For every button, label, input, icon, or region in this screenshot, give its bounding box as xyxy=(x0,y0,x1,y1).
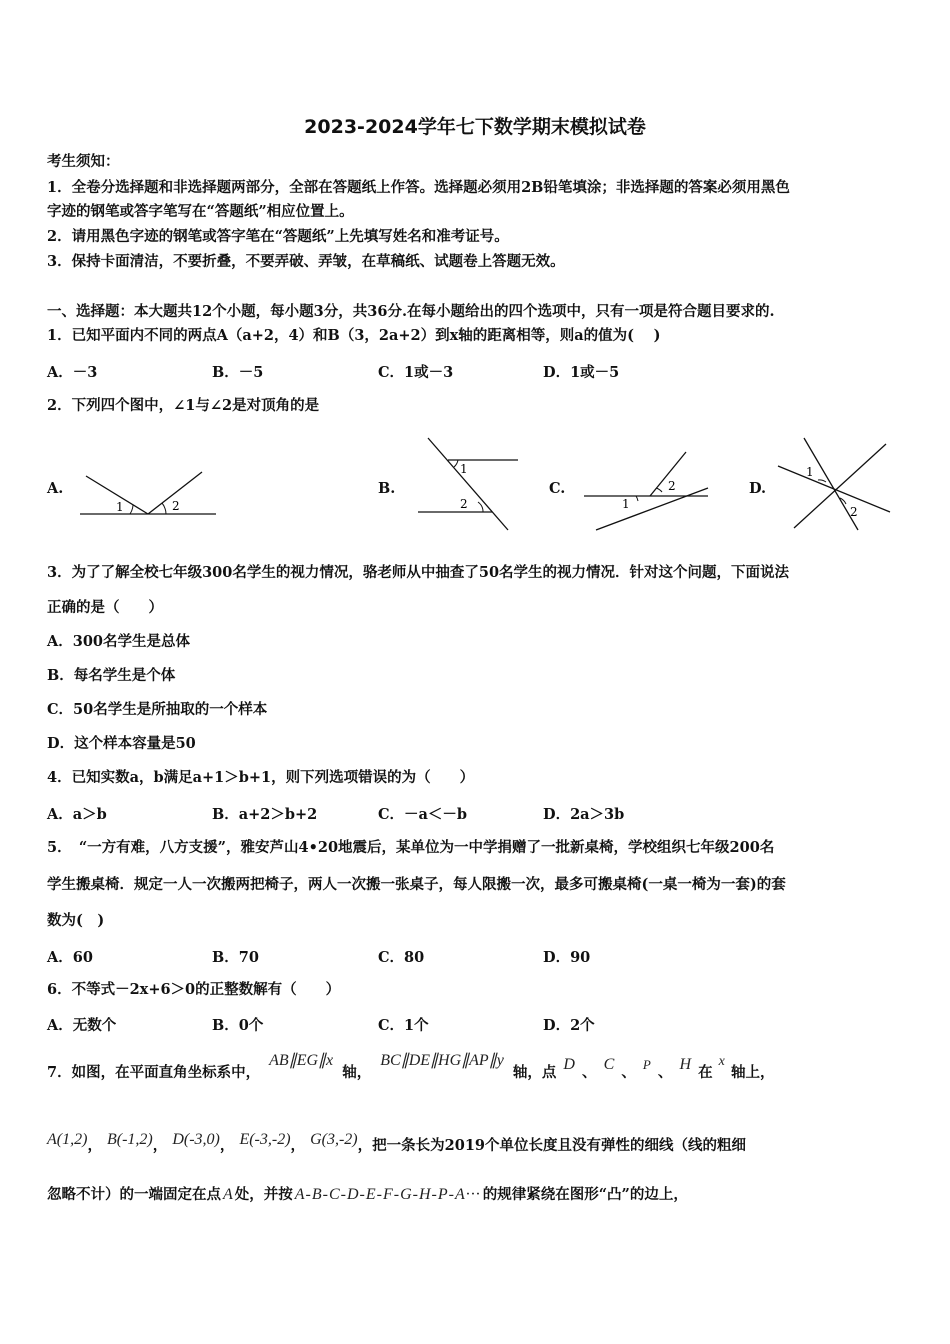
q7-text-4: 、 xyxy=(582,1064,597,1081)
q7-math-parallel-x: AB∥EG∥x xyxy=(269,1052,334,1069)
q7-coord-a: A(1,2) xyxy=(47,1131,88,1148)
q7-point-c: C xyxy=(603,1056,615,1073)
q2d-angle-2: 2 xyxy=(850,505,858,519)
q7-text-l3a: 忽略不计）的一端固定在点 xyxy=(47,1186,221,1203)
q2-figure-a xyxy=(78,468,220,522)
q7-coord-d: D(-3,0) xyxy=(172,1131,220,1148)
q7-comma: ， xyxy=(87,1137,102,1154)
q7-path: A-B-C-D-E-F-G-H-P-A··· xyxy=(294,1186,481,1203)
q7-text-tail-1: ，把一条长为2019个单位长度且没有弹性的细线（线的粗细 xyxy=(357,1137,746,1154)
q7-point-h: H xyxy=(679,1056,692,1073)
q2-label-c: C. xyxy=(549,480,566,497)
q5-option-d: D．90 xyxy=(543,949,591,966)
q7-text-8: 轴上， xyxy=(730,1064,775,1081)
q7-point-p: P xyxy=(642,1057,651,1072)
q7-math-parallel-y: BC∥DE∥HG∥AP∥y xyxy=(380,1052,504,1069)
q7-text-l3b: 处，并按 xyxy=(234,1186,293,1203)
q5-stem-line-2: 学生搬桌椅．规定一人一次搬两把椅子，两人一次搬一张桌子，每人限搬一次，最多可搬桌椅(一桌一椅为一套)的套 xyxy=(47,876,786,893)
q5-stem-line-1: 5． “一方有难，八方支援”，雅安芦山4•20地震后，某单位为一中学捐赠了一批新桌椅，学校组织七年级200名 xyxy=(47,839,775,856)
q7-text-6: 、 xyxy=(657,1064,673,1081)
q3-stem-line-2: 正确的是（ ） xyxy=(47,599,163,616)
q1-stem: 1．已知平面内不同的两点A（a+2，4）和B（3，2a+2）到x轴的距离相等，则a的值为( ) xyxy=(47,327,661,344)
q2a-angle-2: 2 xyxy=(172,499,180,513)
q7-text-1: 7．如图，在平面直角坐标系中， xyxy=(47,1064,261,1081)
q7-comma: ， xyxy=(219,1137,235,1154)
q6-option-d: D．2个 xyxy=(543,1017,595,1034)
q2b-angle-2: 2 xyxy=(460,497,468,511)
q3-option-b: B．每名学生是个体 xyxy=(47,667,176,684)
q6-option-c: C．1个 xyxy=(378,1017,429,1034)
notice-line-4: 3．保持卡面清洁，不要折叠，不要弄破、弄皱，在草稿纸、试题卷上答题无效。 xyxy=(47,253,565,270)
q7-text-5: 、 xyxy=(621,1064,636,1081)
q7-comma: ， xyxy=(152,1137,168,1154)
q2a-angle-1: 1 xyxy=(116,500,124,514)
q4-option-d: D．2a＞3b xyxy=(543,806,625,823)
q7-text-3: 轴，点 xyxy=(512,1064,557,1081)
q4-option-c: C．－a＜－b xyxy=(378,806,468,823)
q3-stem-line-1: 3．为了了解全校七年级300名学生的视力情况，骆老师从中抽查了50名学生的视力情况．针对这个问题，下面说法 xyxy=(47,564,790,581)
q1-option-d: D．1或－5 xyxy=(543,364,620,381)
q4-option-a: A．a＞b xyxy=(47,806,107,823)
q4-option-b: B．a+2＞b+2 xyxy=(212,806,318,823)
notice-heading: 考生须知： xyxy=(47,153,120,170)
q7-line-1 xyxy=(47,1052,775,1084)
notice-line-2: 字迹的钢笔或答字笔写在“答题纸”相应位置上。 xyxy=(47,203,354,220)
q2-figure-d xyxy=(776,436,894,532)
q5-stem-line-3: 数为( ) xyxy=(47,912,105,929)
q2-figure-b xyxy=(414,436,520,532)
q5-option-c: C．80 xyxy=(378,949,425,966)
q2d-angle-1: 1 xyxy=(806,465,814,479)
q4-stem: 4．已知实数a，b满足a+1＞b+1，则下列选项错误的为（ ） xyxy=(47,769,475,786)
q7-line-3 xyxy=(47,1185,688,1205)
notice-line-3: 2．请用黑色字迹的钢笔或答字笔在“答题纸”上先填写姓名和准考证号。 xyxy=(47,228,509,245)
q2-figure-c xyxy=(580,446,712,532)
section-heading: 一、选择题：本大题共12个小题，每小题3分，共36分.在每小题给出的四个选项中，只有一项是符合题目要求的. xyxy=(47,303,775,320)
q6-stem: 6．不等式－2x+6＞0的正整数解有（ ） xyxy=(47,981,341,998)
q7-line-2 xyxy=(47,1131,746,1156)
q3-option-a: A．300名学生是总体 xyxy=(47,633,191,650)
q7-coord-e: E(-3,-2) xyxy=(239,1131,291,1148)
q7-comma: ， xyxy=(290,1137,306,1154)
q1-option-b: B．－5 xyxy=(212,364,264,381)
q5-option-b: B．70 xyxy=(212,949,259,966)
q7-text-l3c: 的规律紧绕在图形“凸”的边上， xyxy=(482,1186,688,1203)
q1-option-c: C．1或－3 xyxy=(378,364,454,381)
q6-option-a: A．无数个 xyxy=(47,1017,117,1034)
q1-option-a: A．－3 xyxy=(47,364,98,381)
q2-label-d: D. xyxy=(749,480,767,497)
q2c-angle-1: 1 xyxy=(622,497,630,511)
q7-coord-b: B(-1,2) xyxy=(107,1131,153,1148)
q2b-angle-1: 1 xyxy=(460,462,468,476)
q7-text-2: 轴， xyxy=(342,1064,372,1081)
q7-point-d: D xyxy=(563,1056,575,1073)
q7-text-7: 在 xyxy=(698,1064,713,1081)
q7-coord-g: G(3,-2) xyxy=(310,1131,358,1148)
q2-label-a: A. xyxy=(47,480,64,497)
q6-option-b: B．0个 xyxy=(212,1017,264,1034)
page-title: 2023-2024学年七下数学期末模拟试卷 xyxy=(304,116,646,138)
q5-option-a: A．60 xyxy=(47,949,93,966)
q7-x-axis: x xyxy=(718,1054,725,1069)
notice-line-1: 1．全卷分选择题和非选择题两部分，全部在答题纸上作答。选择题必须用2B铅笔填涂；非选择题的答案必须用黑色 xyxy=(47,179,790,196)
q3-option-d: D．这个样本容量是50 xyxy=(47,735,196,752)
q3-option-c: C．50名学生是所抽取的一个样本 xyxy=(47,701,268,718)
q7-point-a: A xyxy=(223,1186,233,1203)
q2-label-b: B. xyxy=(378,480,396,497)
q2c-angle-2: 2 xyxy=(668,479,676,493)
q2-stem: 2．下列四个图中，∠1与∠2是对顶角的是 xyxy=(47,397,320,414)
